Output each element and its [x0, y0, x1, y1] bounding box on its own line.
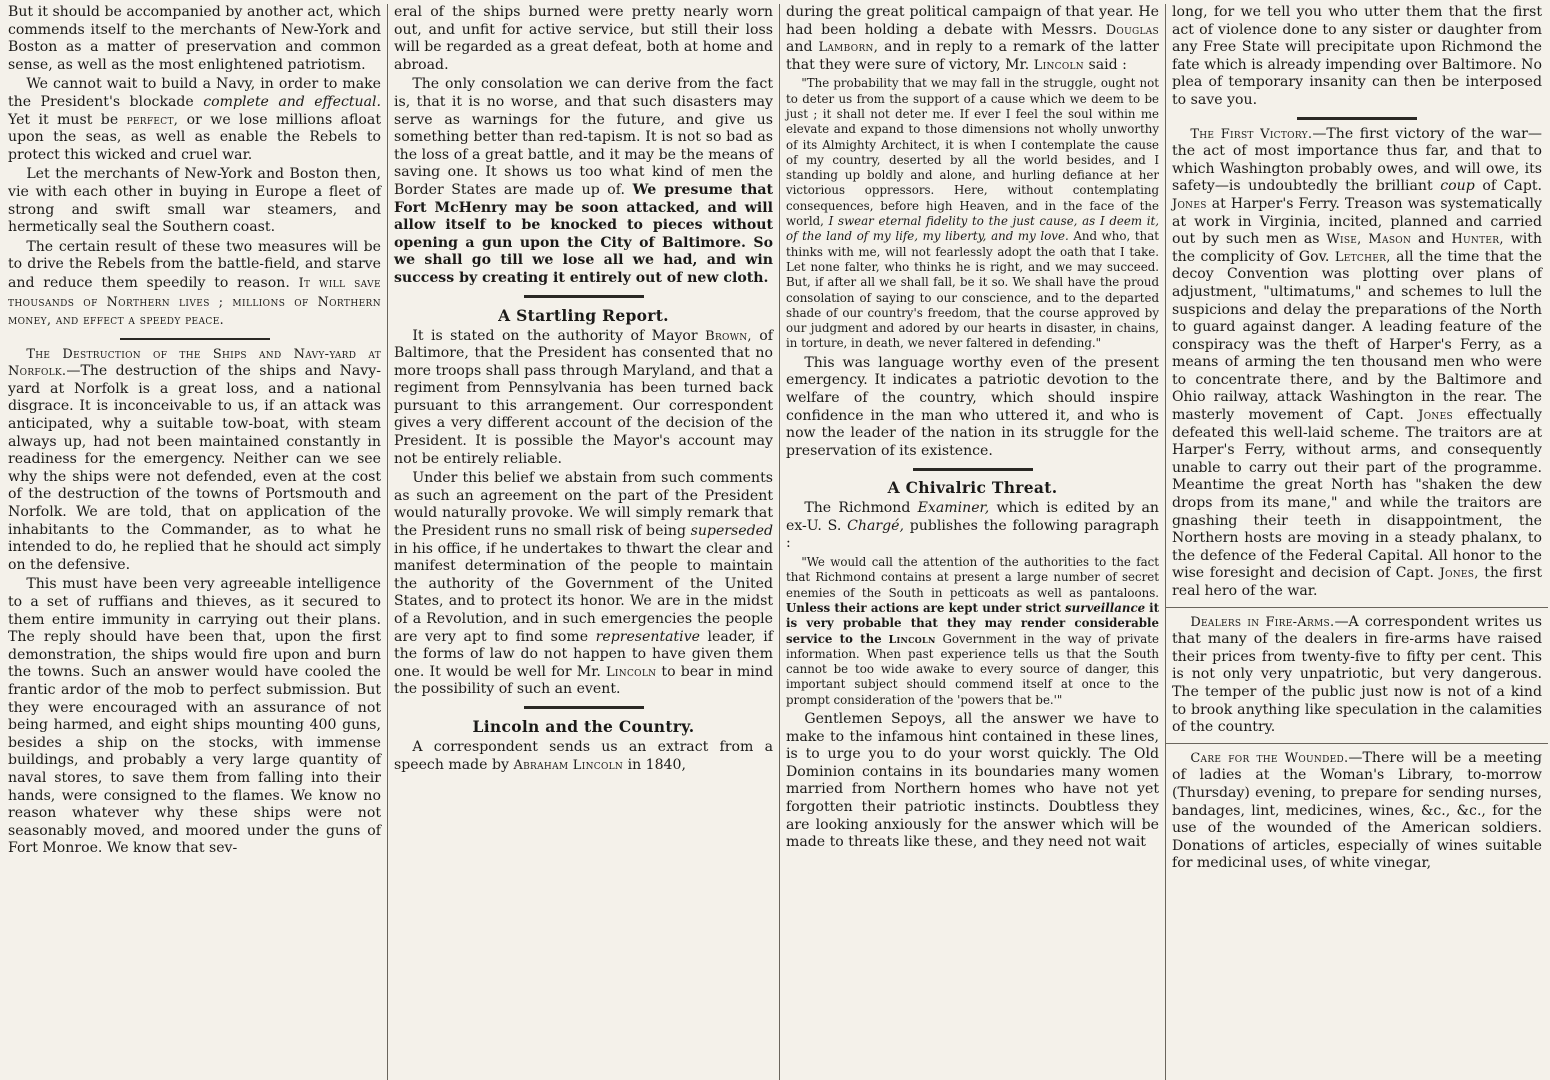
section-rule	[1172, 114, 1542, 124]
article-paragraph: during the great political campaign of that year. He had been holding a debate with Messrs. Douglas and Lamborn, and in reply to a remark of the latter that they were sure of victory, Mr. Lincoln said :	[786, 4, 1159, 73]
article-paragraph: This was language worthy even of the present emergency. It indicates a patriotic devotion to the welfare of the country, which should inspire confidence in the man who uttered it, and who is now the leader of the nation in its struggle for the preservation of its existence.	[786, 354, 1159, 459]
article-paragraph: The Richmond Examiner, which is edited by an ex-U. S. Chargé, publishes the following paragraph :	[786, 500, 1160, 552]
news-item-wounded: Care for the Wounded.—There will be a meeting of ladies at the Woman's Library, to-morrow (Thursday) evening, to prepare for sending nurses, bandages, lint, medicines, wines, &c., &c., for the use of the wounded of the American soldiers. Donations of articles, especially of wines suitable for medicinal uses, of white vinegar,	[1172, 749, 1542, 872]
article-paragraph: eral of the ships burned were pretty nearly worn out, and unfit for active service, but still their loss will be regarded as a great defeat, both at home and abroad.	[394, 4, 773, 73]
news-item-norfolk: The Destruction of the Ships and Navy-yard at Norfolk.—The destruction of the ships and Navy-yard at Norfolk is a great loss, and a national disgrace. It is inconceivable to us, if an attack was anticipated, why a suitable tow-boat, with steam always up, had not been maintained constantly in readiness for the emergency. Neither can we see why the ships were not defended, even at the cost of the destruction of the towns of Portsmouth and Norfolk. We are told, that on application of the inhabitants to the Commander, as to what he intended to do, he replied that he should act simply on the defensive.	[8, 346, 381, 573]
item-heading: Care for the Wounded.	[1190, 750, 1349, 766]
section-rule	[8, 334, 381, 344]
headline-chivalric-threat: A Chivalric Threat.	[887, 478, 1058, 498]
headline-lincoln-and-country: Lincoln and the Country.	[472, 716, 695, 736]
article-paragraph: This must have been very agreeable intelligence to a set of ruffians and thieves, as it secured to them entire immunity in carrying out their plans. The reply should have been that, upon the first demonstration, the ships would fire upon and burn the towns. Such an answer would have cooled the frantic ardor of the mob to perfect submission. But they were encouraged with an assurance of not being harmed, and eight ships mounting 400 guns, besides a ship on the stocks, with immense buildings, and probably a very large quantity of naval stores, to save them from falling into their hands, were consigned to the flames. We know no reason whatever why these ships were not seasonably moved, and moored under the guns of Fort Monroe. We know that sev-	[8, 576, 381, 857]
column-2	[388, 4, 780, 1080]
news-item-fire-arms: Dealers in Fire-Arms.—A correspondent writes us that many of the dealers in fire-arms have raised their prices from twenty-five to fifty per cent. This is not only very unpatriotic, but very dangerous. The temper of the public just now is not of a kind to brook anything like speculation in the calamities of the country.	[1172, 613, 1542, 736]
section-rule	[394, 292, 773, 302]
article-paragraph: Gentlemen Sepoys, all the answer we have to make to the infamous hint contained in these lines, is to urge you to do your worst quickly. The Old Dominion contains in its boundaries many women married from Northern homes who have not yet forgotten their patriotic instincts. Doubtless they are looking anxiously for the answer which will be made to threats like these, and they need not wait	[786, 711, 1159, 851]
item-divider	[1166, 607, 1548, 608]
article-paragraph: Let the merchants of New-York and Boston then, vie with each other in buying in Europe a fleet of strong and swift small war steamers, and hermetically seal the Southern coast.	[8, 166, 381, 236]
block-quote-examiner: "We would call the attention of the authorities to the fact that Richmond contains at present a large number of secret enemies of the South in petticoats as well as pantaloons. Unless their actions are kept under strict surveillance it is very probable that they may render considerable service to the Lincoln Government in the way of private information. When past experience tells us that the South cannot be too wide awake to every source of danger, this important subject should commend itself at once to the prompt consideration of the 'powers that be.'"	[786, 555, 1160, 707]
article-paragraph: But it should be accompanied by another act, which commends itself to the merchants of New-York and Boston as a matter of preservation and common sense, as well as the most enlightened patriotism.	[8, 4, 381, 73]
item-heading: The Destruction of the Ships and Navy-yard at Norfolk.	[8, 346, 381, 380]
column-3	[780, 4, 1166, 1080]
news-item-first-victory: The First Victory.—The first victory of the war—the act of most importance thus far, and that to which Washington probably owes, and will owe, its safety—is undoubtedly the brilliant coup of Capt. Jones at Harper's Ferry. Treason was systematically at work in Virginia, incited, planned and carried out by such men as Wise, Mason and Hunter, with the complicity of Gov. Letcher, all the time that the decoy Convention was plotting over plans of adjustment, "ultimatums," and schemes to lull the suspicions and delay the preparations of the North to guard against danger. A leading feature of the conspiracy was the theft of Harper's Ferry, as a means of arming the ten thousand men who were to concentrate there, and by the Baltimore and Ohio railway, attack Washington in the rear. The masterly movement of Capt. Jones effectually defeated this well-laid scheme. The traitors are at Harper's Ferry, without arms, and consequently unable to carry out their part of the programme. Meantime the great North has "shaken the dew drops from its mane," and while the traitors are gnashing their teeth in disappointment, the Northern hosts are moving in a steady phalanx, to the defence of the Federal Capital. All honor to the wise foresight and decision of Capt. Jones, the first real hero of the war.	[1172, 125, 1543, 599]
article-paragraph: It is stated on the authority of Mayor Brown, of Baltimore, that the President has consented that no more troops shall pass through Maryland, and that a regiment from Pennsylvania has been turned back pursuant to this arrangement. Our correspondent gives a very different account of the decision of the President. It is possible the Mayor's account may not be entirely reliable.	[394, 327, 773, 467]
column-4	[1166, 4, 1548, 1080]
section-rule	[786, 464, 1159, 474]
article-paragraph: We cannot wait to build a Navy, in order to make the President's blockade complete and effectual. Yet it must be perfect, or we lose millions afloat upon the seas, as well as enable the Rebels to protect this wicked and cruel war.	[8, 76, 381, 163]
item-heading: The First Victory.	[1190, 126, 1313, 142]
item-heading: Dealers in Fire-Arms.	[1190, 614, 1335, 630]
item-divider	[1166, 743, 1548, 744]
article-paragraph: Under this belief we abstain from such comments as such an agreement on the part of the President would naturally provoke. We will simply remark that the President runs no small risk of being superseded in his office, if he undertakes to thwart the clear and manifest determination of the people to maintain the authority of the Government of the United States, and to protect its honor. We are in the midst of a Revolution, and in such emergencies the people are very apt to find some representative leader, if the forms of law do not happen to have given them one. It would be well for Mr. Lincoln to bear in mind the possibility of such an event.	[394, 470, 774, 698]
article-paragraph: The only consolation we can derive from the fact is, that it is no worse, and that such disasters may serve as warnings for the future, and give us something better than red-tapism. It is not so bad as the loss of a great battle, and it may be the means of saving one. It shows us too what kind of men the Border States are made up of. We presume that Fort McHenry may be soon attacked, and will allow itself to be knocked to pieces without opening a gun upon the City of Baltimore. So we shall go till we lose all we had, and win success by creating it entirely out of new cloth.	[394, 76, 773, 286]
article-paragraph: The certain result of these two measures will be to drive the Rebels from the battle-field, and starve and reduce them speedily to reason. It will save thousands of Northern lives ; millions of Northern money, and effect a speedy peace.	[8, 238, 381, 328]
article-paragraph: long, for we tell you who utter them that the first act of violence done to any sister or daughter from any Free State will precipitate upon Richmond the fate which is already impending over Baltimore. No plea of temporary insanity can then be interposed to save you.	[1172, 4, 1542, 108]
column-1	[2, 4, 388, 1080]
section-rule	[394, 703, 773, 713]
block-quote-lincoln: "The probability that we may fall in the struggle, ought not to deter us from the support of a cause which we deem to be just ; it shall not deter me. If ever I feel the soul within me elevate and expand to those dimensions not wholly unworthy of its Almighty Architect, it is when I contemplate the cause of my country, deserted by all the world besides, and I standing up boldly and alone, and hurling defiance at her victorious oppressors. Here, without contemplating consequences, before high Heaven, and in the face of the world, I swear eternal fidelity to the just cause, as I deem it, of the land of my life, my liberty, and my love. And who, that thinks with me, will not fearlessly adopt the oath that I take. Let none falter, who thinks he is right, and we may succeed. But, if after all we shall fall, be it so. We shall have the proud consolation of saying to our conscience, and to the departed shade of our country's freedom, that the course approved by our judgment and adored by our hearts in disaster, in chains, in torture, in death, we never faltered in defending."	[786, 76, 1159, 351]
article-paragraph: A correspondent sends us an extract from a speech made by Abraham Lincoln in 1840,	[394, 738, 773, 773]
headline-startling-report: A Startling Report.	[498, 305, 669, 325]
